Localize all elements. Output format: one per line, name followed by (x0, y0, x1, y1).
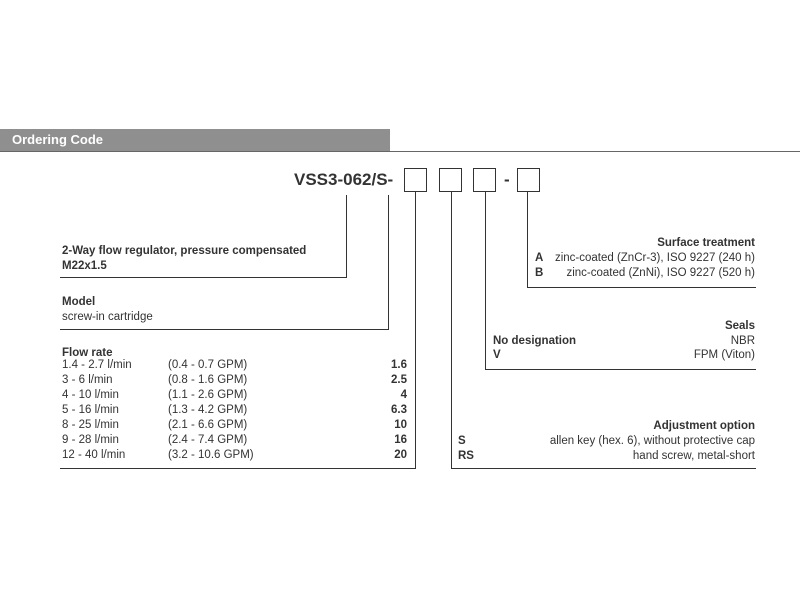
adjustment-text-rs: hand screw, metal-short (632, 450, 755, 462)
flow-rate-gpm: (1.3 - 4.2 GPM) (168, 404, 248, 416)
adjustment-heading: Adjustment option (653, 420, 755, 432)
adjustment-code-s: S (458, 435, 466, 447)
flow-rate-gpm: (2.4 - 7.4 GPM) (168, 434, 248, 446)
flow-rate-range: 4 - 10 l/min (62, 389, 119, 401)
adjustment-code-rs: RS (458, 450, 474, 462)
seals-text-viton: FPM (Viton) (693, 349, 755, 361)
code-box-flow-rate (404, 168, 427, 192)
flow-rate-gpm: (2.1 - 6.6 GPM) (168, 419, 248, 431)
flow-rate-code: 6.3 (391, 404, 407, 416)
connector-description (346, 195, 347, 277)
flow-rate-range: 1.4 - 2.7 l/min (62, 359, 132, 371)
section-title: Ordering Code (12, 132, 104, 147)
connector-model-h (60, 329, 389, 330)
seals-code-v: V (493, 349, 501, 361)
flow-rate-range: 8 - 25 l/min (62, 419, 119, 431)
flow-rate-code: 2.5 (391, 374, 407, 386)
flow-rate-range: 5 - 16 l/min (62, 404, 119, 416)
code-box-surface (517, 168, 540, 192)
flow-rate-gpm: (3.2 - 10.6 GPM) (168, 449, 254, 461)
connector-seals-h (485, 369, 756, 370)
surface-heading: Surface treatment (657, 237, 755, 249)
connector-description-h (60, 277, 347, 278)
flow-rate-code: 16 (394, 434, 407, 446)
flow-rate-gpm: (0.4 - 0.7 GPM) (168, 359, 248, 371)
connector-flow-rate-h (60, 468, 416, 469)
flow-rate-range: 3 - 6 l/min (62, 374, 113, 386)
connector-surface-h (527, 287, 756, 288)
connector-model (388, 195, 389, 329)
flow-rate-heading: Flow rate (62, 347, 113, 359)
model-heading: Model (62, 296, 96, 308)
surface-code-b: B (535, 267, 544, 279)
connector-flow-rate (415, 192, 416, 468)
description-title: 2-Way flow regulator, pressure compensated (62, 245, 307, 257)
surface-text-b: zinc-coated (ZnNi), ISO 9227 (520 h) (566, 267, 755, 279)
surface-text-a: zinc-coated (ZnCr-3), ISO 9227 (240 h) (554, 252, 755, 264)
connector-adjustment (451, 192, 452, 468)
connector-seals (485, 192, 486, 369)
flow-rate-code: 4 (400, 389, 407, 401)
ordering-code-prefix: VSS3-062/S- (294, 170, 394, 189)
code-box-adjustment (439, 168, 462, 192)
seals-text-nbr: NBR (730, 335, 755, 347)
flow-rate-range: 9 - 28 l/min (62, 434, 119, 446)
seals-code-none: No designation (493, 335, 577, 347)
code-box-seals (473, 168, 496, 192)
surface-code-a: A (535, 252, 544, 264)
code-separator: - (504, 170, 510, 189)
connector-adjustment-h (451, 468, 756, 469)
flow-rate-gpm: (1.1 - 2.6 GPM) (168, 389, 248, 401)
flow-rate-gpm: (0.8 - 1.6 GPM) (168, 374, 248, 386)
flow-rate-code: 20 (394, 449, 407, 461)
header-rule (390, 151, 800, 152)
adjustment-text-s: allen key (hex. 6), without protective cap (549, 435, 755, 447)
flow-rate-code: 10 (394, 419, 407, 431)
model-value: screw-in cartridge (62, 311, 153, 323)
flow-rate-range: 12 - 40 l/min (62, 449, 126, 461)
section-header (0, 129, 390, 152)
flow-rate-code: 1.6 (391, 359, 407, 371)
seals-heading: Seals (724, 320, 755, 332)
connector-surface (527, 192, 528, 287)
description-thread: M22x1.5 (62, 260, 107, 272)
